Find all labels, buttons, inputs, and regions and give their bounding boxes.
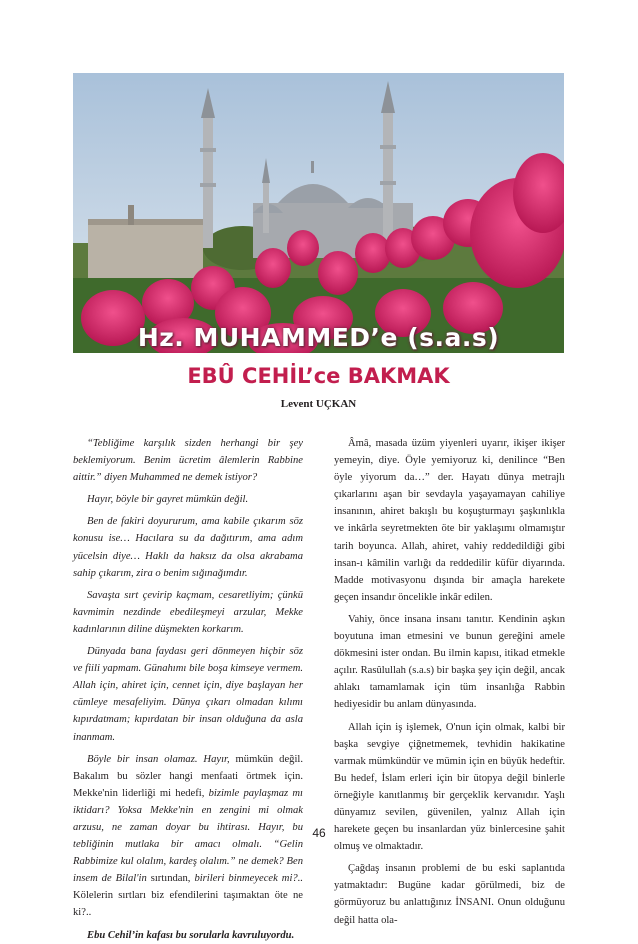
paragraph: Âmâ, masada üzüm yiyenleri uyarır, ikişer ikişer yemeyin, diye. Öyle yemiyoruz ki, denilince “Ben öyle yiyorum da…” der. Hayatı dünya metrajlı çıkarlarını aşan bir sevdayla yaşayamayan cahiliye insanının, ahiret bakışlı bu koşuşturmayı şaşkınlıkla ve inkârla seyretmekten öte bir yaklaşımı olmamıştır tarih boyunca. Allah, ahiret, vahiy reddedildiği gibi insan-ı kâmilin varlığı da reddedilir küfür diyarında. Madde motivasyonu dışında bir amaçla harekete geçen insandır öncelikle inkâr edilen. bbox=[334, 438, 565, 603]
hero-photo bbox=[73, 73, 564, 353]
paragraph: Allah için iş işlemek, O'nun için olmak, kalbi bir başka sevgiye çiğnetmemek, tevhidin hakikatine varmak mümkündür ve mümin için en büyük hedeftir. Bu hedef, İslam erleri için bir ütopya değil binlerle örneğiyle kanıtlanmış bir gerçeklik kervanıdır. Yaşlı dünyamız sevilen, güvenilen, yalnız Allah için harekete geçen bu insanlardan yüz binlercesine şahit olmuş ve olmaktadır. bbox=[334, 721, 565, 853]
text-span: sırtından, bbox=[146, 873, 191, 885]
left-column bbox=[73, 435, 303, 944]
text-span: mümkün değil. Bakalım bu sözler hangi menfaati örtmek için. Mekke'nin liderliği mi hedefi, bbox=[73, 753, 303, 799]
paragraph: “Tebliğime karşılık sizden herhangi bir şey beklemiyorum. Benim ücretim âlemlerin Rabbine aittir.” diyen Muhammed ne demek istiyor? bbox=[73, 438, 303, 484]
text-span: Böyle bir insan olamaz. Hayır, bbox=[87, 753, 230, 765]
paragraph: Savaşta sırt çevirip kaçmam, cesaretliyim; çünkü kavmimin nezdinde ebedileşmeyi arzular, Mekke kadınlarının diline düşmekten korkarım. bbox=[73, 589, 303, 635]
text-span: birileri binmeyecek mi?.. bbox=[190, 873, 303, 885]
author-name: Levent UÇKAN bbox=[280, 398, 357, 410]
mosque-tulips-illustration bbox=[73, 73, 564, 353]
paragraph: Hayır, böyle bir gayret mümkün değil. bbox=[87, 494, 249, 506]
article-subtitle: EBÛ CEHİL’ce BAKMAK bbox=[187, 364, 450, 388]
text-span: Kölelerin sırtları biz efendilerini taşımaktan öte ne ki?.. bbox=[73, 890, 303, 919]
right-column bbox=[334, 435, 565, 929]
paragraph: Ebu Cehil’in kafası bu sorularla kavruluyordu. bbox=[87, 929, 295, 941]
paragraph: Çağdaş insanın problemi de bu eski saplantıda yatmaktadır: Bugüne kadar görülmedi, biz de görmüyoruz bu anlattığınız İNSANI. Onun olduğunu değil hatta ola- bbox=[334, 863, 565, 926]
text-span: bizimle paylaşmaz mı iktidarı? Yoksa Mekke'nin en zengini mi olmak arzusu, ne zaman doyar bu ihtirası. Hayır, bu tebliğinin mutlaka bir amacı olmalı. “Gelin Rabbimize kul olalım, kardeş olalım.” ne demek? Ben insem de Bilal'in bbox=[73, 787, 303, 885]
page-number: 46 bbox=[312, 826, 326, 840]
paragraph: Vahiy, önce insana insanı tanıtır. Kendinin aşkın boyutuna iman etmesini ve bunun gereğini amele dökmesini ister ondan. Bu ilmin kapısı, itikad etmekle açılır. Rasûlullah (s.a.s) bir başka şey için değil, ancak ahlakı tamamlamak için tüm insanlığa Rabbin hediyesidir bu anlam dünyasında. bbox=[334, 613, 565, 711]
article-title: Hz. MUHAMMED’e (s.a.s) bbox=[137, 323, 500, 352]
paragraph: Dünyada bana faydası geri dönmeyen hiçbir söz ve fiili yapmam. Günahımı bile boşa kimseye vermem. Allah için, ahiret için, cennet için, diye başlayan her cümleye mesafeliyim. Dünya çıkarı olmadan kılımı kıpırdatmam; kıpırdatan bir insan olduğuna da asla inanmam. bbox=[73, 646, 303, 743]
paragraph: Ben de fakiri doyururum, ama kabile çıkarım söz konusu ise… Hacılara su da dağıtırım, ama adım yücelsin diye… Haklı da haksız da olsa akrabama sahip çıkarım, zira o benim sığınağımdır. bbox=[73, 516, 303, 579]
